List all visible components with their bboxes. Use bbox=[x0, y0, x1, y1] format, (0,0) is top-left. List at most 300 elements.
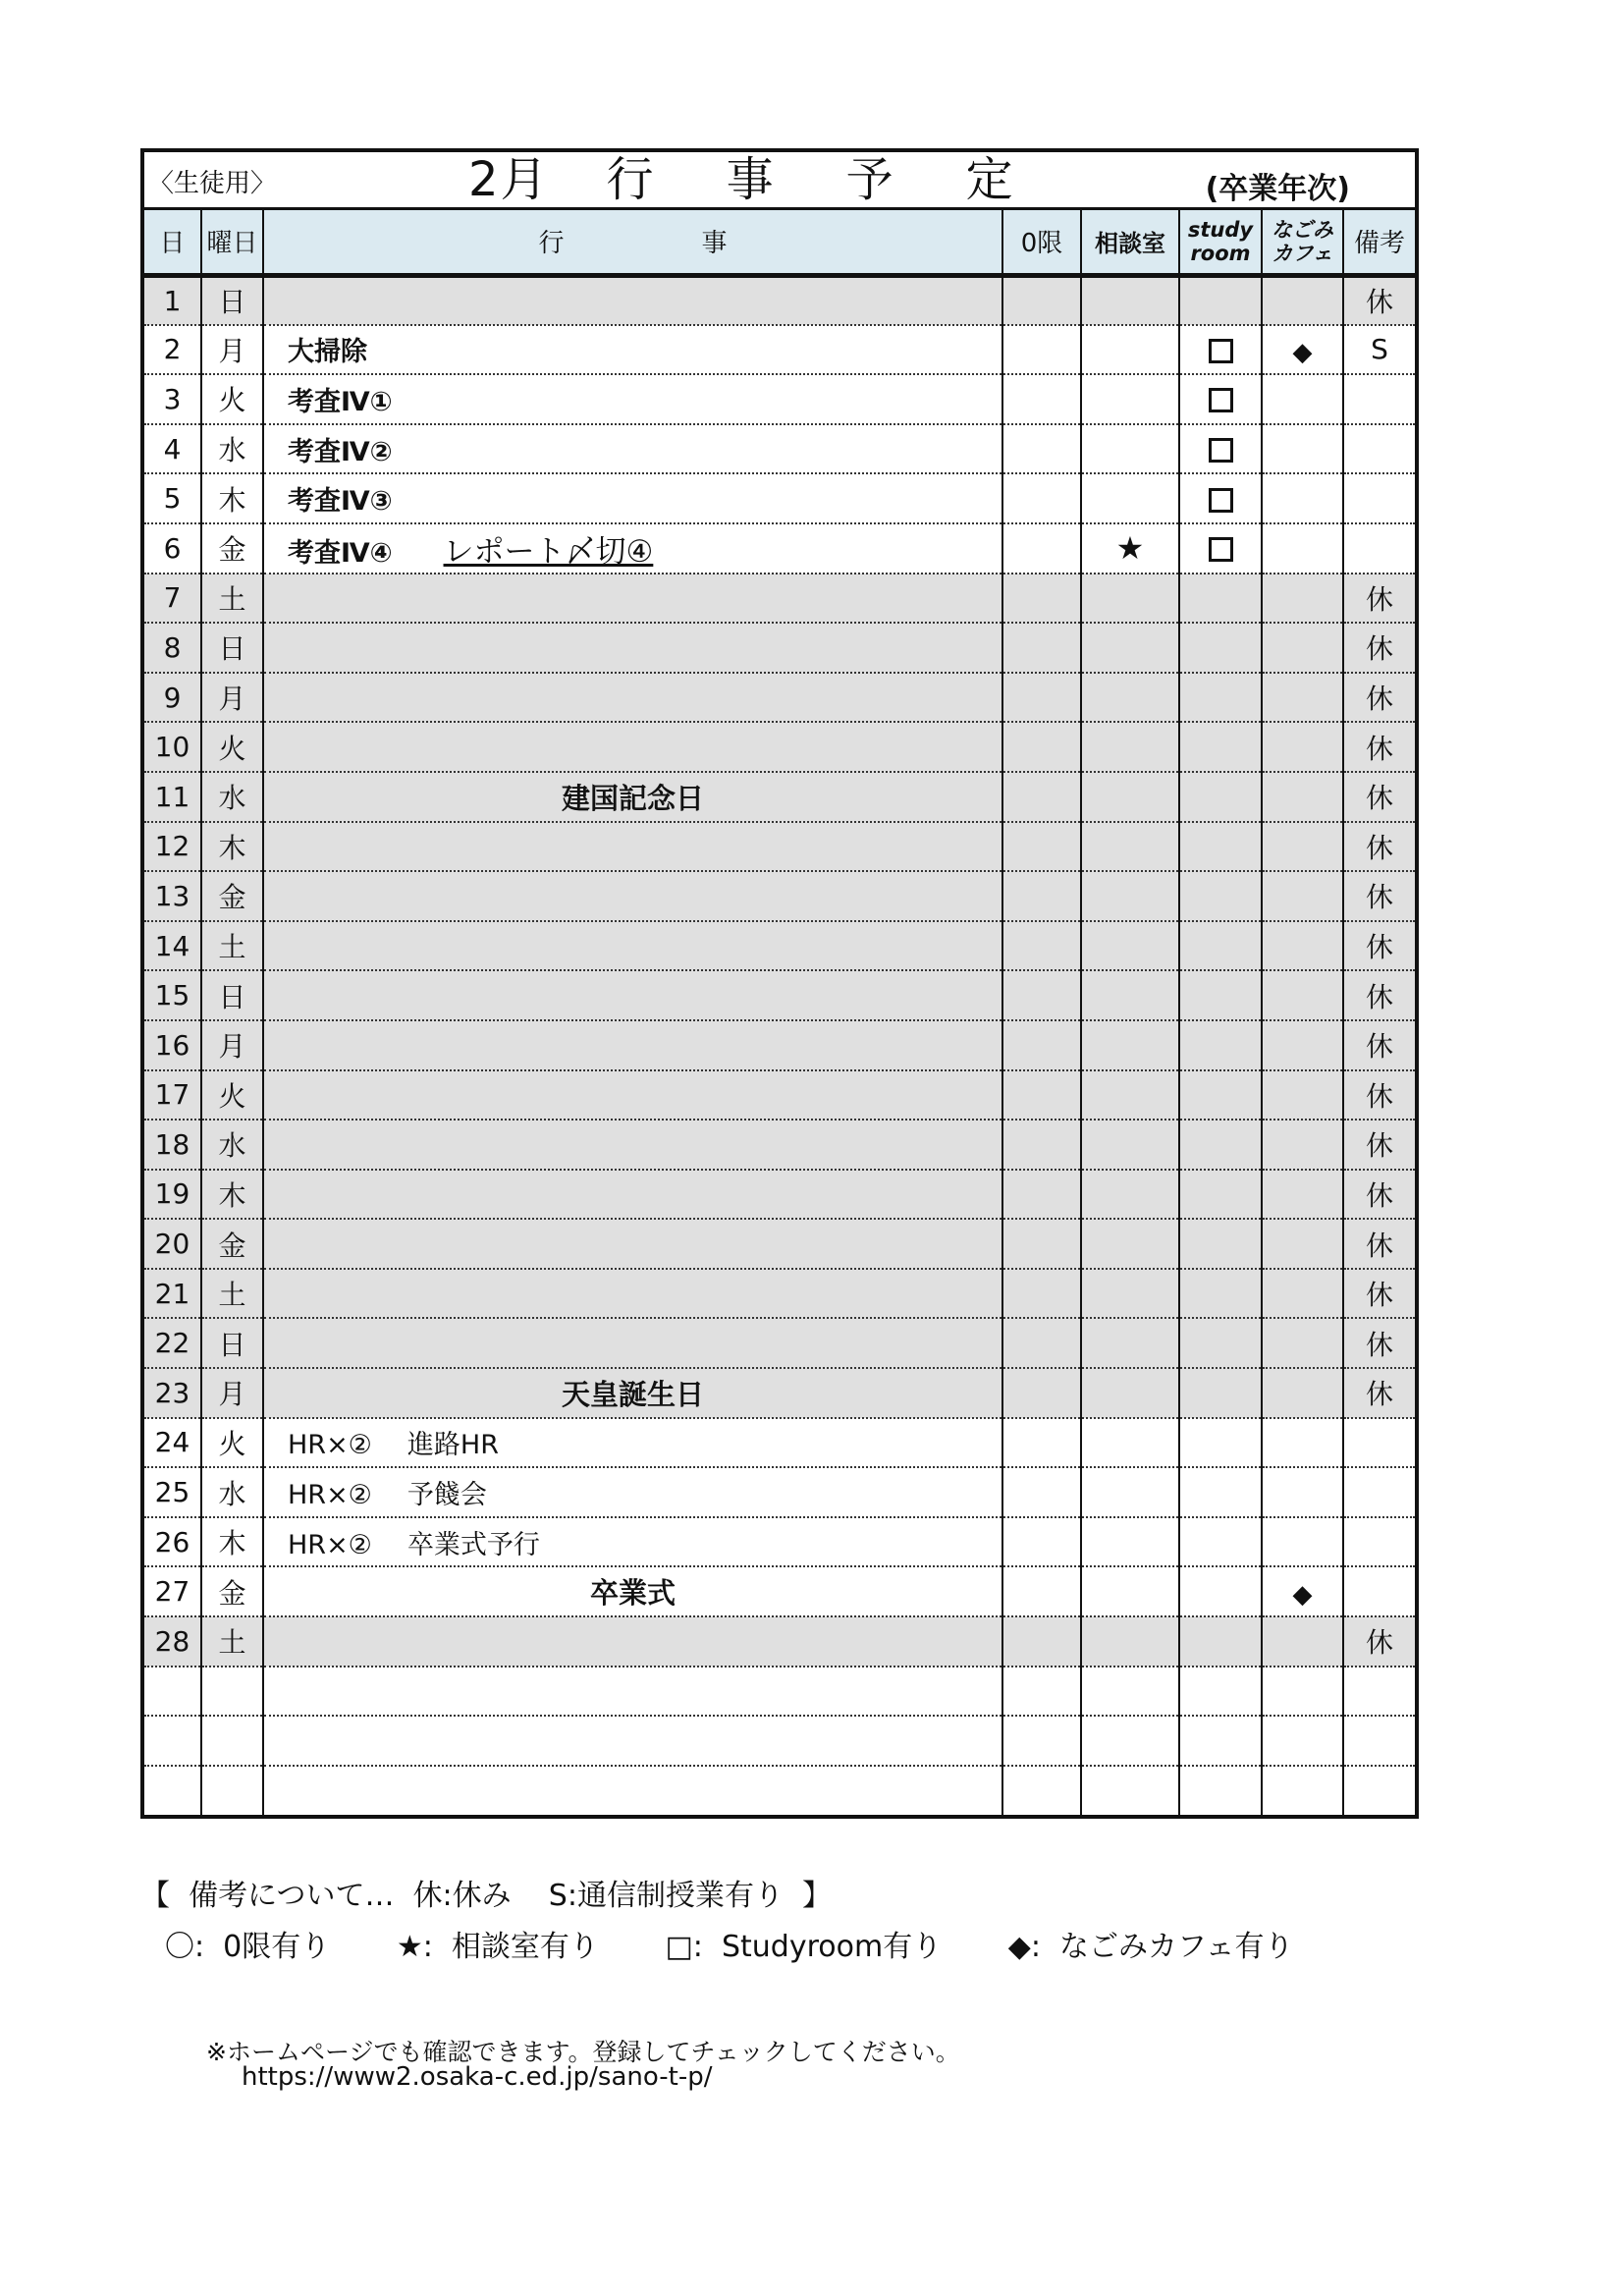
cafe-cell bbox=[1262, 1070, 1343, 1121]
weekday-cell: 日 bbox=[201, 623, 263, 673]
day-cell: 14 bbox=[144, 921, 201, 971]
weekday-cell: 木 bbox=[201, 1170, 263, 1220]
consultation-cell bbox=[1081, 1269, 1179, 1319]
consultation-cell bbox=[1081, 325, 1179, 375]
day-cell: 21 bbox=[144, 1269, 201, 1319]
day-cell: 19 bbox=[144, 1170, 201, 1220]
zero-period-cell bbox=[1002, 1170, 1081, 1220]
day-cell: 9 bbox=[144, 673, 201, 723]
event-cell bbox=[263, 523, 1002, 574]
weekday-cell: 月 bbox=[201, 1020, 263, 1070]
schedule-sheet bbox=[140, 148, 1419, 1819]
remarks-cell bbox=[1343, 1667, 1415, 1717]
remarks-cell: 休 bbox=[1343, 1318, 1415, 1368]
table-row bbox=[144, 1566, 1415, 1616]
zero-period-cell bbox=[1002, 1418, 1081, 1468]
event-text: 大掃除 bbox=[288, 337, 367, 368]
day-cell: 27 bbox=[144, 1566, 201, 1616]
weekday-cell: 木 bbox=[201, 1517, 263, 1567]
weekday-cell: 水 bbox=[201, 1120, 263, 1170]
consultation-cell bbox=[1081, 673, 1179, 723]
table-row bbox=[144, 574, 1415, 624]
weekday-cell bbox=[201, 1667, 263, 1717]
event-cell bbox=[263, 673, 1002, 723]
cafe-cell bbox=[1262, 1269, 1343, 1319]
diamond-icon: ◆ bbox=[1292, 337, 1313, 367]
table-row bbox=[144, 1467, 1415, 1517]
consultation-cell bbox=[1081, 1716, 1179, 1766]
event-text: HR×② bbox=[288, 1529, 372, 1560]
event-cell bbox=[263, 325, 1002, 375]
remarks-cell: 休 bbox=[1343, 921, 1415, 971]
table-row bbox=[144, 1120, 1415, 1170]
study-room-cell bbox=[1179, 1566, 1262, 1616]
table-row bbox=[144, 1020, 1415, 1070]
day-cell: 26 bbox=[144, 1517, 201, 1567]
day-cell: 13 bbox=[144, 871, 201, 921]
study-room-cell bbox=[1179, 1219, 1262, 1269]
consultation-cell bbox=[1081, 970, 1179, 1020]
cafe-cell bbox=[1262, 1766, 1343, 1816]
table-row bbox=[144, 921, 1415, 971]
day-cell: 23 bbox=[144, 1368, 201, 1418]
study-room-cell bbox=[1179, 1020, 1262, 1070]
event-cell bbox=[263, 722, 1002, 772]
cafe-cell bbox=[1262, 623, 1343, 673]
zero-period-cell bbox=[1002, 1467, 1081, 1517]
remarks-cell bbox=[1343, 1418, 1415, 1468]
zero-period-cell bbox=[1002, 822, 1081, 872]
remarks-cell: 休 bbox=[1343, 1269, 1415, 1319]
weekday-cell: 月 bbox=[201, 325, 263, 375]
remarks-cell: 休 bbox=[1343, 1368, 1415, 1418]
event-cell bbox=[263, 970, 1002, 1020]
event-cell bbox=[263, 772, 1002, 822]
study-room-cell bbox=[1179, 574, 1262, 624]
consultation-cell bbox=[1081, 623, 1179, 673]
col-event-2: 事 bbox=[701, 229, 728, 259]
study-room-cell bbox=[1179, 1318, 1262, 1368]
title-month: 2月 bbox=[468, 152, 550, 207]
remarks-cell: 休 bbox=[1343, 1070, 1415, 1121]
table-row bbox=[144, 275, 1415, 325]
weekday-cell: 火 bbox=[201, 374, 263, 424]
event-text: 考査Ⅳ② bbox=[288, 436, 393, 467]
remarks-cell bbox=[1343, 374, 1415, 424]
col-study-1: study bbox=[1187, 217, 1254, 242]
event-cell bbox=[263, 1120, 1002, 1170]
weekday-cell: 日 bbox=[201, 275, 263, 325]
event-cell bbox=[263, 1170, 1002, 1220]
consultation-cell bbox=[1081, 772, 1179, 822]
consultation-cell bbox=[1081, 523, 1179, 574]
consultation-cell bbox=[1081, 1170, 1179, 1220]
weekday-cell: 水 bbox=[201, 772, 263, 822]
event-text: 考査Ⅳ③ bbox=[288, 486, 393, 518]
day-cell bbox=[144, 1667, 201, 1717]
study-room-cell bbox=[1179, 623, 1262, 673]
cafe-cell bbox=[1262, 921, 1343, 971]
day-cell: 4 bbox=[144, 424, 201, 474]
table-row bbox=[144, 673, 1415, 723]
day-cell: 10 bbox=[144, 722, 201, 772]
consultation-cell bbox=[1081, 1467, 1179, 1517]
cafe-cell bbox=[1262, 1566, 1343, 1616]
square-icon bbox=[1209, 388, 1233, 412]
event-cell bbox=[263, 822, 1002, 872]
event-cell bbox=[263, 1219, 1002, 1269]
table-row bbox=[144, 970, 1415, 1020]
remarks-cell: 休 bbox=[1343, 673, 1415, 723]
star-icon: ★ bbox=[1115, 529, 1145, 568]
consultation-cell bbox=[1081, 1368, 1179, 1418]
weekday-cell: 金 bbox=[201, 523, 263, 574]
day-cell: 25 bbox=[144, 1467, 201, 1517]
consultation-cell bbox=[1081, 1020, 1179, 1070]
weekday-cell: 水 bbox=[201, 1467, 263, 1517]
weekday-cell: 木 bbox=[201, 473, 263, 523]
table-row bbox=[144, 1418, 1415, 1468]
col-consultation: 相談室 bbox=[1081, 210, 1179, 275]
consultation-cell bbox=[1081, 1418, 1179, 1468]
zero-period-cell bbox=[1002, 772, 1081, 822]
cafe-cell bbox=[1262, 523, 1343, 574]
zero-period-cell bbox=[1002, 1517, 1081, 1567]
day-cell: 17 bbox=[144, 1070, 201, 1121]
study-room-cell bbox=[1179, 921, 1262, 971]
table-row bbox=[144, 1269, 1415, 1319]
col-weekday: 曜日 bbox=[201, 210, 263, 275]
remarks-cell: 休 bbox=[1343, 1170, 1415, 1220]
weekday-cell: 火 bbox=[201, 722, 263, 772]
day-cell: 8 bbox=[144, 623, 201, 673]
event-cell bbox=[263, 1716, 1002, 1766]
consultation-cell bbox=[1081, 1616, 1179, 1667]
day-cell: 24 bbox=[144, 1418, 201, 1468]
remarks-cell bbox=[1343, 523, 1415, 574]
legend-symbols bbox=[165, 1922, 1351, 1965]
study-room-cell bbox=[1179, 822, 1262, 872]
cafe-cell bbox=[1262, 1020, 1343, 1070]
weekday-cell: 土 bbox=[201, 574, 263, 624]
zero-period-cell bbox=[1002, 1766, 1081, 1816]
day-cell: 20 bbox=[144, 1219, 201, 1269]
study-room-cell bbox=[1179, 1070, 1262, 1121]
cafe-cell bbox=[1262, 673, 1343, 723]
consultation-cell bbox=[1081, 921, 1179, 971]
legend-study-room: □: Studyroom有り bbox=[665, 1930, 943, 1964]
study-room-cell bbox=[1179, 1418, 1262, 1468]
weekday-cell: 日 bbox=[201, 970, 263, 1020]
day-cell: 22 bbox=[144, 1318, 201, 1368]
event-cell bbox=[263, 1368, 1002, 1418]
zero-period-cell bbox=[1002, 1070, 1081, 1121]
table-row bbox=[144, 1667, 1415, 1717]
cafe-cell bbox=[1262, 424, 1343, 474]
study-room-cell bbox=[1179, 1467, 1262, 1517]
event-cell bbox=[263, 1667, 1002, 1717]
audience-label: 〈生徒用〉 bbox=[148, 169, 277, 198]
cafe-cell bbox=[1262, 822, 1343, 872]
study-room-cell bbox=[1179, 275, 1262, 325]
weekday-cell: 金 bbox=[201, 871, 263, 921]
study-room-cell bbox=[1179, 1517, 1262, 1567]
study-room-cell bbox=[1179, 1170, 1262, 1220]
event-cell bbox=[263, 1766, 1002, 1816]
cafe-cell bbox=[1262, 1318, 1343, 1368]
square-icon bbox=[1209, 488, 1233, 513]
cafe-cell bbox=[1262, 1467, 1343, 1517]
weekday-cell: 月 bbox=[201, 1368, 263, 1418]
remarks-cell bbox=[1343, 1467, 1415, 1517]
cafe-cell bbox=[1262, 1219, 1343, 1269]
study-room-cell bbox=[1179, 1120, 1262, 1170]
table-row bbox=[144, 722, 1415, 772]
zero-period-cell bbox=[1002, 325, 1081, 375]
table-row bbox=[144, 772, 1415, 822]
zero-period-cell bbox=[1002, 523, 1081, 574]
day-cell: 12 bbox=[144, 822, 201, 872]
consultation-cell bbox=[1081, 275, 1179, 325]
legend-remarks: 【 備考について… 休:休み S:通信制授業有り 】 bbox=[140, 1879, 833, 1913]
diamond-icon: ◆ bbox=[1292, 1579, 1313, 1610]
col-cafe bbox=[1262, 210, 1343, 275]
zero-period-cell bbox=[1002, 1269, 1081, 1319]
day-cell: 7 bbox=[144, 574, 201, 624]
col-cafe-1: なごみ bbox=[1272, 217, 1333, 242]
col-cafe-2: カフェ bbox=[1272, 241, 1333, 265]
title-char: 事 bbox=[726, 152, 776, 207]
table-row bbox=[144, 523, 1415, 574]
zero-period-cell bbox=[1002, 1616, 1081, 1667]
table-row bbox=[144, 1766, 1415, 1816]
event-extra-text: 予餞会 bbox=[406, 1480, 487, 1511]
study-room-cell bbox=[1179, 1716, 1262, 1766]
table-row bbox=[144, 1170, 1415, 1220]
zero-period-cell bbox=[1002, 574, 1081, 624]
consultation-cell bbox=[1081, 424, 1179, 474]
event-cell bbox=[263, 473, 1002, 523]
zero-period-cell bbox=[1002, 473, 1081, 523]
event-text: 考査Ⅳ① bbox=[288, 386, 393, 417]
event-text: 考査Ⅳ④ bbox=[288, 537, 393, 569]
event-cell bbox=[263, 921, 1002, 971]
consultation-cell bbox=[1081, 1517, 1179, 1567]
table-row bbox=[144, 1219, 1415, 1269]
square-icon bbox=[1209, 537, 1233, 562]
study-room-cell bbox=[1179, 325, 1262, 375]
remarks-cell: 休 bbox=[1343, 871, 1415, 921]
grade-label: (卒業年次) bbox=[1205, 172, 1350, 206]
day-cell: 11 bbox=[144, 772, 201, 822]
cafe-cell bbox=[1262, 1517, 1343, 1567]
table-row bbox=[144, 473, 1415, 523]
consultation-cell bbox=[1081, 1667, 1179, 1717]
day-cell: 18 bbox=[144, 1120, 201, 1170]
weekday-cell bbox=[201, 1716, 263, 1766]
zero-period-cell bbox=[1002, 275, 1081, 325]
consultation-cell bbox=[1081, 871, 1179, 921]
study-room-cell bbox=[1179, 1368, 1262, 1418]
square-icon bbox=[1209, 438, 1233, 463]
schedule-table bbox=[144, 210, 1415, 1815]
remarks-cell: 休 bbox=[1343, 1020, 1415, 1070]
cafe-cell bbox=[1262, 722, 1343, 772]
event-cell bbox=[263, 574, 1002, 624]
table-row bbox=[144, 325, 1415, 375]
table-row bbox=[144, 424, 1415, 474]
study-room-cell bbox=[1179, 523, 1262, 574]
event-cell bbox=[263, 1517, 1002, 1567]
day-cell: 6 bbox=[144, 523, 201, 574]
event-extra-text: 進路HR bbox=[406, 1430, 499, 1461]
study-room-cell bbox=[1179, 424, 1262, 474]
remarks-cell: 休 bbox=[1343, 623, 1415, 673]
zero-period-cell bbox=[1002, 1368, 1081, 1418]
zero-period-cell bbox=[1002, 1120, 1081, 1170]
event-cell bbox=[263, 1269, 1002, 1319]
page-title bbox=[468, 152, 1015, 207]
cafe-cell bbox=[1262, 1418, 1343, 1468]
event-text: 天皇誕生日 bbox=[561, 1377, 704, 1411]
remarks-cell: 休 bbox=[1343, 1219, 1415, 1269]
table-row bbox=[144, 1716, 1415, 1766]
event-cell bbox=[263, 424, 1002, 474]
study-room-cell bbox=[1179, 1667, 1262, 1717]
legend-consultation: ★: 相談室有り bbox=[396, 1930, 599, 1964]
weekday-cell: 木 bbox=[201, 822, 263, 872]
zero-period-cell bbox=[1002, 1219, 1081, 1269]
table-row bbox=[144, 822, 1415, 872]
event-cell bbox=[263, 623, 1002, 673]
remarks-cell bbox=[1343, 473, 1415, 523]
weekday-cell: 日 bbox=[201, 1318, 263, 1368]
table-row bbox=[144, 623, 1415, 673]
remarks-cell: 休 bbox=[1343, 722, 1415, 772]
cafe-cell bbox=[1262, 374, 1343, 424]
consultation-cell bbox=[1081, 1766, 1179, 1816]
event-extra-text: 卒業式予行 bbox=[406, 1529, 540, 1560]
remarks-cell: 休 bbox=[1343, 574, 1415, 624]
zero-period-cell bbox=[1002, 673, 1081, 723]
event-extra-text: レポート〆切④ bbox=[443, 533, 654, 570]
zero-period-cell bbox=[1002, 871, 1081, 921]
event-text: 建国記念日 bbox=[561, 781, 704, 815]
cafe-cell bbox=[1262, 275, 1343, 325]
event-text: HR×② bbox=[288, 1430, 372, 1461]
day-cell: 28 bbox=[144, 1616, 201, 1667]
weekday-cell: 水 bbox=[201, 424, 263, 474]
remarks-cell: 休 bbox=[1343, 1120, 1415, 1170]
study-room-cell bbox=[1179, 473, 1262, 523]
weekday-cell: 土 bbox=[201, 1269, 263, 1319]
day-cell: 1 bbox=[144, 275, 201, 325]
zero-period-cell bbox=[1002, 1020, 1081, 1070]
table-row bbox=[144, 1368, 1415, 1418]
zero-period-cell bbox=[1002, 623, 1081, 673]
weekday-cell: 火 bbox=[201, 1418, 263, 1468]
weekday-cell: 土 bbox=[201, 921, 263, 971]
zero-period-cell bbox=[1002, 970, 1081, 1020]
study-room-cell bbox=[1179, 673, 1262, 723]
event-cell bbox=[263, 1020, 1002, 1070]
day-cell: 15 bbox=[144, 970, 201, 1020]
study-room-cell bbox=[1179, 1269, 1262, 1319]
study-room-cell bbox=[1179, 1616, 1262, 1667]
cafe-cell bbox=[1262, 772, 1343, 822]
event-cell bbox=[263, 1616, 1002, 1667]
remarks-cell bbox=[1343, 424, 1415, 474]
remarks-cell bbox=[1343, 1566, 1415, 1616]
remarks-cell bbox=[1343, 1517, 1415, 1567]
day-cell: 3 bbox=[144, 374, 201, 424]
col-event bbox=[263, 210, 1002, 275]
study-room-cell bbox=[1179, 1766, 1262, 1816]
remarks-cell bbox=[1343, 1716, 1415, 1766]
remarks-cell: 休 bbox=[1343, 970, 1415, 1020]
title-row bbox=[144, 152, 1415, 210]
event-cell bbox=[263, 1566, 1002, 1616]
weekday-cell: 火 bbox=[201, 1070, 263, 1121]
table-row bbox=[144, 374, 1415, 424]
study-room-cell bbox=[1179, 374, 1262, 424]
event-text: HR×② bbox=[288, 1480, 372, 1511]
event-cell bbox=[263, 1418, 1002, 1468]
zero-period-cell bbox=[1002, 1566, 1081, 1616]
title-char: 予 bbox=[845, 152, 895, 207]
event-cell bbox=[263, 1467, 1002, 1517]
zero-period-cell bbox=[1002, 424, 1081, 474]
study-room-cell bbox=[1179, 772, 1262, 822]
cafe-cell bbox=[1262, 1716, 1343, 1766]
legend-cafe: ◆: なごみカフェ有り bbox=[1007, 1930, 1294, 1964]
consultation-cell bbox=[1081, 374, 1179, 424]
table-row bbox=[144, 1517, 1415, 1567]
cafe-cell bbox=[1262, 1170, 1343, 1220]
homepage-link[interactable]: https://www2.osaka-c.ed.jp/sano-t-p/ bbox=[242, 2062, 713, 2092]
day-cell: 16 bbox=[144, 1020, 201, 1070]
consultation-cell bbox=[1081, 574, 1179, 624]
col-event-1: 行 bbox=[538, 229, 565, 259]
column-header-row bbox=[144, 210, 1415, 275]
col-day: 日 bbox=[144, 210, 201, 275]
event-text: 卒業式 bbox=[589, 1576, 676, 1611]
event-cell bbox=[263, 1070, 1002, 1121]
remarks-cell: 休 bbox=[1343, 275, 1415, 325]
cafe-cell bbox=[1262, 1667, 1343, 1717]
consultation-cell bbox=[1081, 1070, 1179, 1121]
cafe-cell bbox=[1262, 574, 1343, 624]
zero-period-cell bbox=[1002, 722, 1081, 772]
col-study-2: room bbox=[1190, 241, 1251, 265]
cafe-cell bbox=[1262, 325, 1343, 375]
weekday-cell: 土 bbox=[201, 1616, 263, 1667]
remarks-cell bbox=[1343, 1766, 1415, 1816]
consultation-cell bbox=[1081, 473, 1179, 523]
cafe-cell bbox=[1262, 473, 1343, 523]
zero-period-cell bbox=[1002, 1318, 1081, 1368]
cafe-cell bbox=[1262, 970, 1343, 1020]
consultation-cell bbox=[1081, 1566, 1179, 1616]
zero-period-cell bbox=[1002, 921, 1081, 971]
table-row bbox=[144, 871, 1415, 921]
weekday-cell: 月 bbox=[201, 673, 263, 723]
day-cell: 5 bbox=[144, 473, 201, 523]
day-cell bbox=[144, 1766, 201, 1816]
cafe-cell bbox=[1262, 1368, 1343, 1418]
legend-zero-period: 〇: 0限有り bbox=[165, 1930, 331, 1964]
remarks-cell: 休 bbox=[1343, 1616, 1415, 1667]
